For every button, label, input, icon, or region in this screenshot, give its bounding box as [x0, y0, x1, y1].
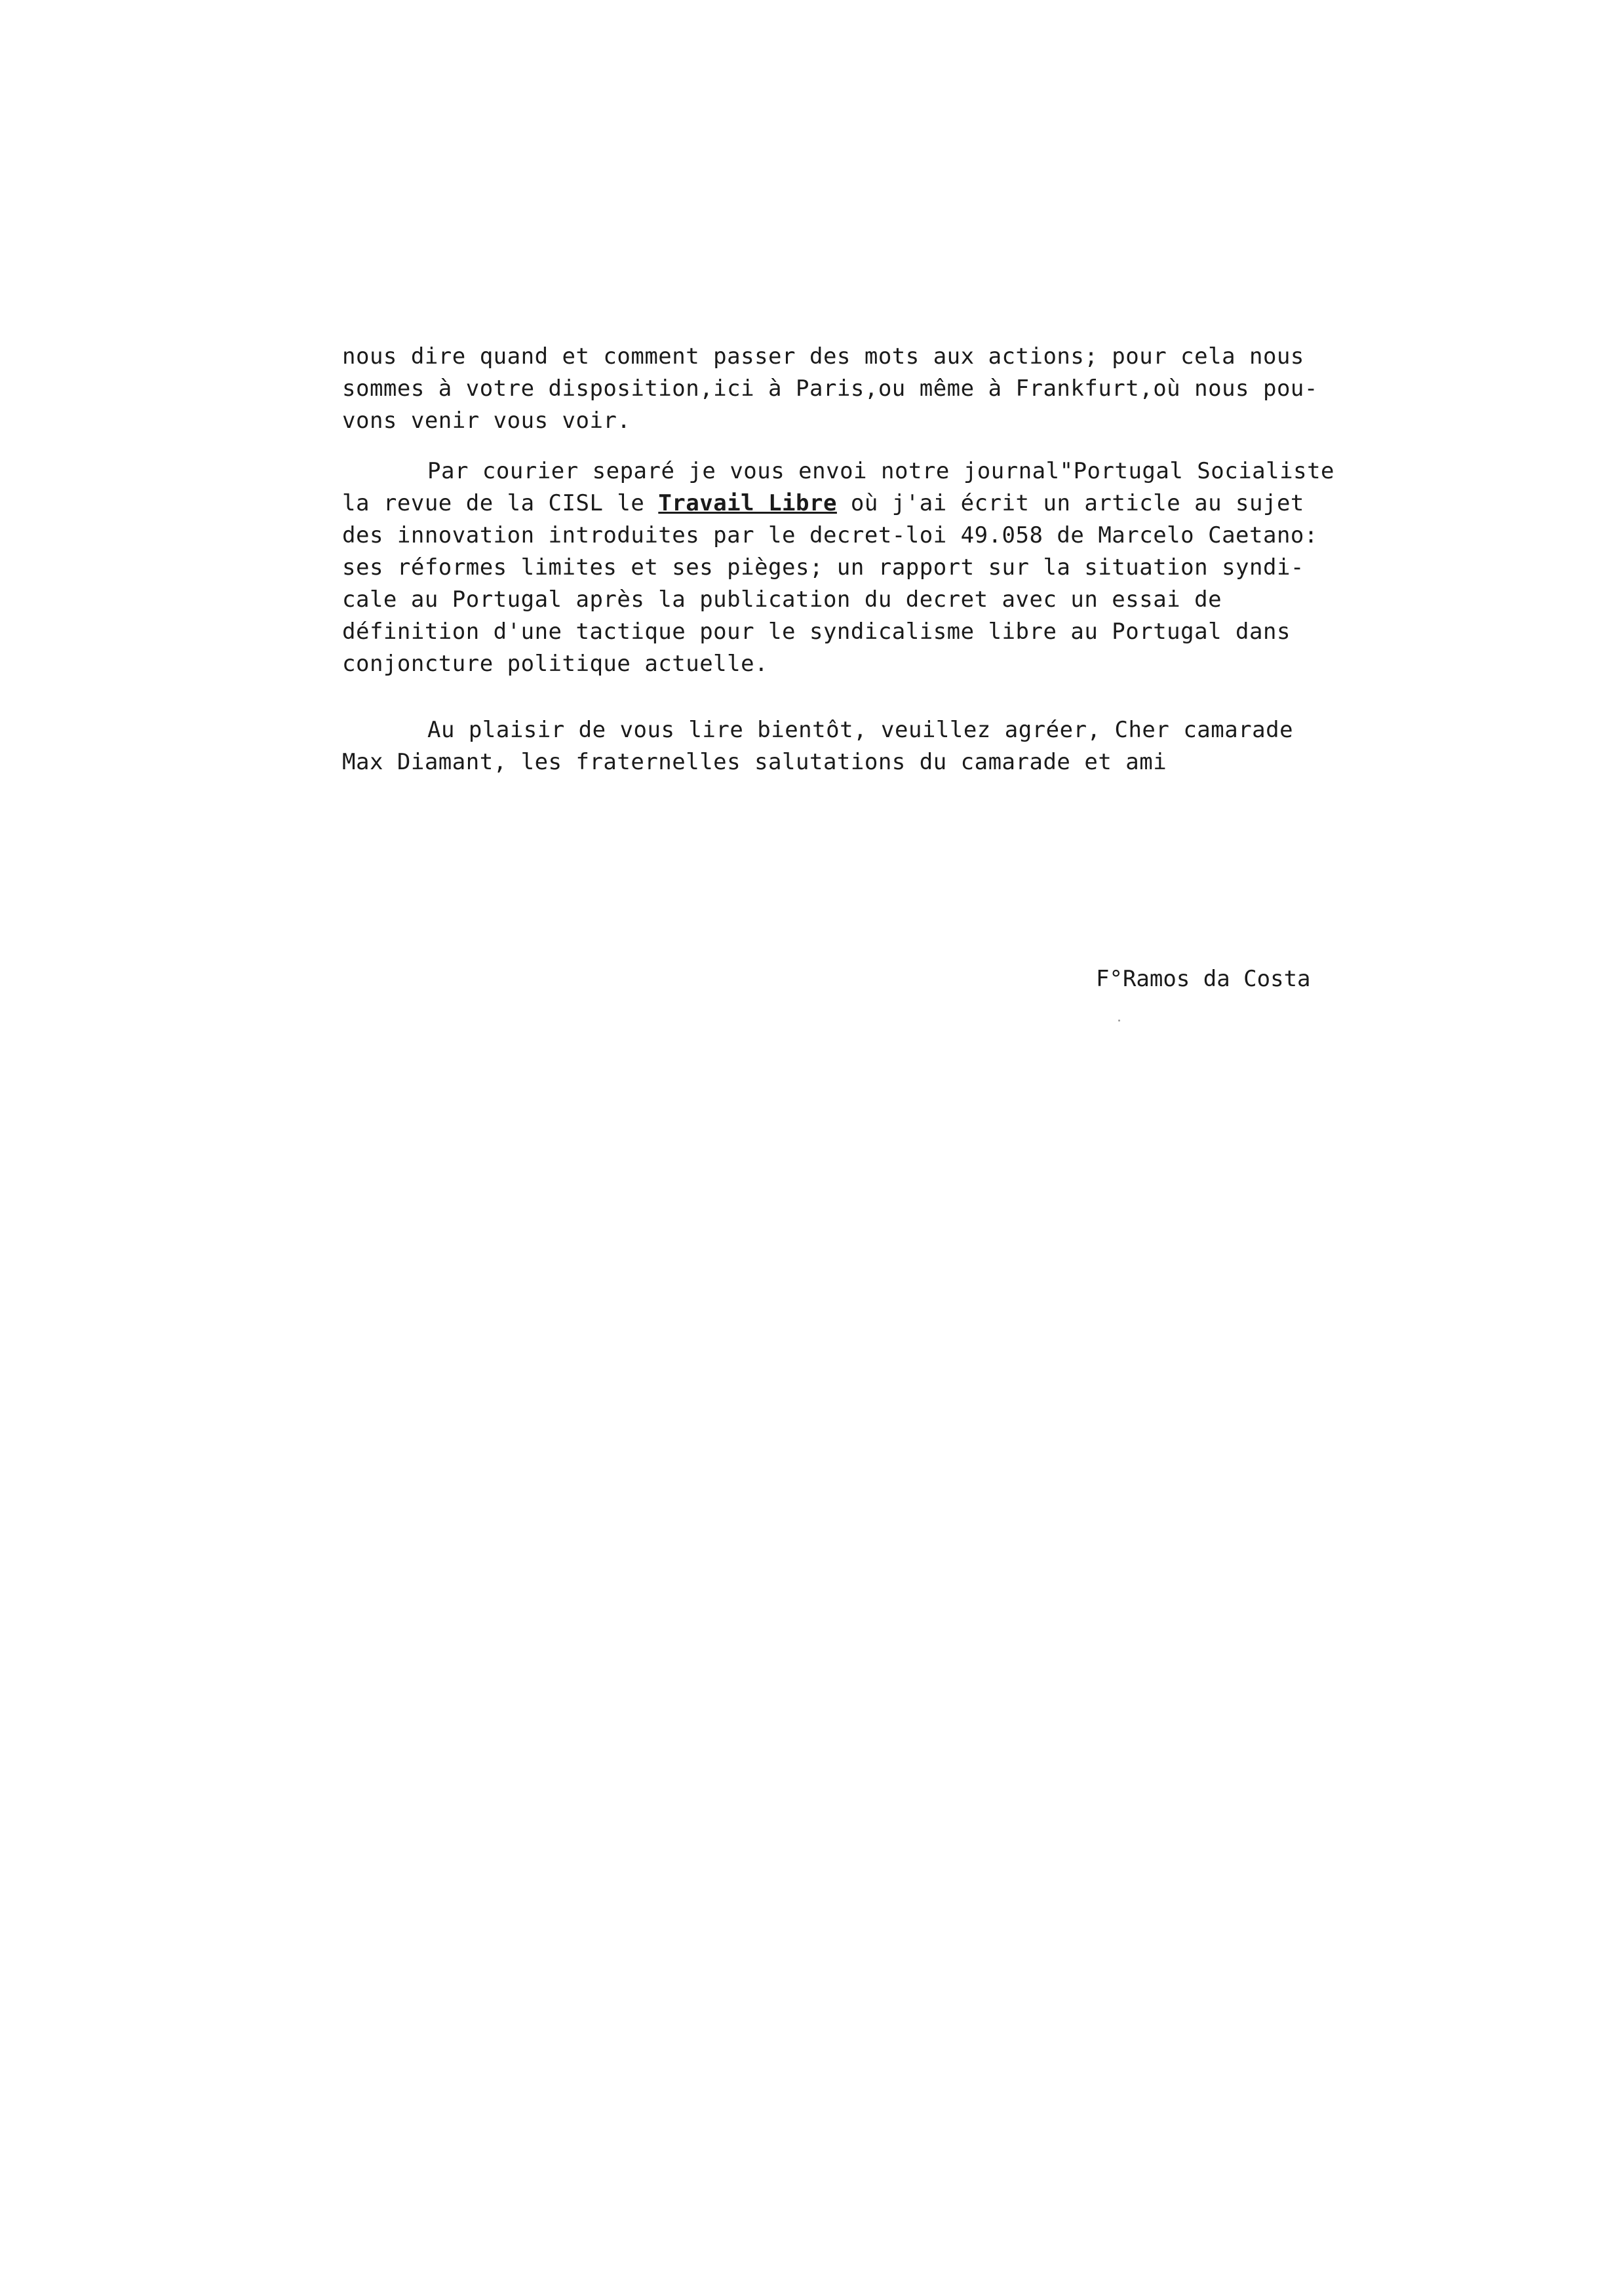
paper-speck: [1118, 1020, 1120, 1022]
text-line: ses réformes limites et ses pièges; un rapport sur la situation syndi-: [342, 554, 1304, 581]
signature: F°Ramos da Costa: [1096, 966, 1311, 992]
text-line: Au plaisir de vous lire bientôt, veuillez agréer, Cher camarade: [427, 717, 1294, 743]
paragraph-closing-request: [342, 341, 1574, 437]
paragraph-salutation: [342, 714, 1574, 778]
text-line: Max Diamant, les fraternelles salutations du camarade et ami: [342, 749, 1167, 775]
paragraph-enclosures: [342, 455, 1574, 680]
publication-title: Travail Libre: [658, 490, 837, 516]
text-line: cale au Portugal après la publication du decret avec un essai de: [342, 586, 1222, 613]
text-fragment: où j'ai écrit un article au sujet: [836, 490, 1304, 516]
text-line: vons venir vous voir.: [342, 408, 631, 434]
text-line: des innovation introduites par le decret-loi 49.058 de Marcelo Caetano:: [342, 522, 1318, 548]
text-line: sommes à votre disposition,ici à Paris,ou même à Frankfurt,où nous pou-: [342, 375, 1318, 402]
text-fragment: la revue de la CISL le: [342, 490, 659, 516]
text-line: définition d'une tactique pour le syndicalisme libre au Portugal dans: [342, 619, 1291, 645]
text-line: nous dire quand et comment passer des mots aux actions; pour cela nous: [342, 343, 1304, 370]
text-line: Par courier separé je vous envoi notre journal"Portugal Socialiste: [427, 458, 1335, 484]
text-line: conjoncture politique actuelle.: [342, 651, 769, 677]
text-line: [342, 488, 1574, 520]
letter-body: [342, 341, 1574, 778]
